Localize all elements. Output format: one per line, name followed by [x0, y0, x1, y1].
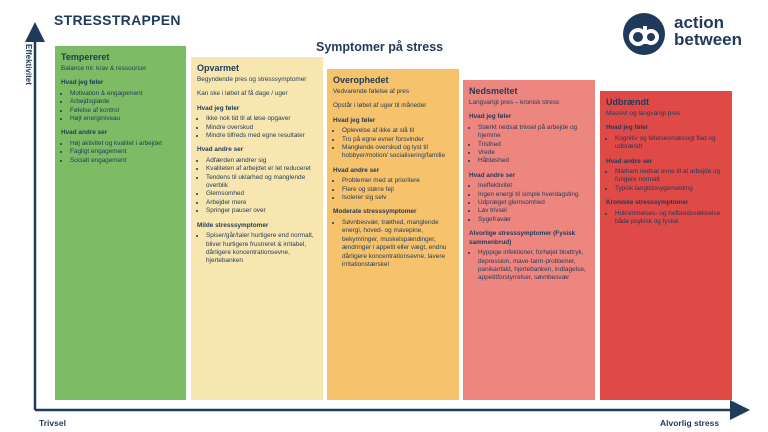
- symptom-item: • Motivation & engagement: [70, 90, 180, 98]
- section-heading: Alvorlige stresssymptomer (Fysisk sammenbrud): [469, 230, 576, 246]
- symptom-item: • Flere og større fejl: [342, 186, 453, 194]
- stage-description: Langvarigt pres – kronisk stress: [469, 99, 560, 106]
- symptom-item: • Ineffektivitet: [478, 182, 589, 190]
- section-heading: Hvad jeg føler: [469, 113, 512, 121]
- symptom-item: • Stærkt nedsat trivsel på arbejde og hjemme: [478, 124, 589, 141]
- symptom-item: • Socialt engagement: [70, 157, 180, 165]
- symptom-item: • Springer pauser over: [206, 207, 317, 215]
- section-heading: Moderate stresssymptomer: [333, 208, 417, 216]
- stage-title: Nedsmeltet: [469, 86, 518, 96]
- symptom-list: [61, 140, 180, 165]
- stage-opvarmet: [191, 57, 323, 400]
- symptom-list: [333, 127, 453, 161]
- section-heading: Kroniske stresssymptomer: [606, 199, 689, 207]
- symptom-item: • Glemsomhed: [206, 190, 317, 198]
- section-heading: Hvad andre ser: [61, 129, 108, 137]
- symptom-item: • Tristhed: [478, 141, 589, 149]
- symptom-item: • Håbløshed: [478, 157, 589, 165]
- symptom-item: • Høj aktivitet og kvalitet i arbejdet: [70, 140, 180, 148]
- symptom-item: • Spiser/går/taler hurtigere end normalt, bliver hurtigere frustreret & irritabel, dårligere koncentrationsevne, hjertebanken: [206, 232, 317, 266]
- symptom-item: • Oplevelse af ikke at slå til: [342, 127, 453, 135]
- stage-tempereret: [55, 46, 186, 400]
- stage-description: Balance ml. krav & ressourcer: [61, 65, 147, 72]
- symptom-item: • Vrede: [478, 149, 589, 157]
- symptom-item: • Tendens til uklarhed og manglende overblik: [206, 174, 317, 191]
- section-heading: Hvad andre ser: [333, 166, 380, 174]
- stage-title: Tempereret: [61, 52, 110, 62]
- symptom-list: [469, 182, 589, 224]
- symptom-item: • Følelse af kontrol: [70, 107, 180, 115]
- stage-overophedet: [327, 69, 459, 400]
- stage-title: Overophedet: [333, 75, 389, 85]
- symptom-item: • Mindre overskud: [206, 124, 317, 132]
- stage-title: Udbrændt: [606, 97, 649, 107]
- symptom-item: • Hukommelses- og hefbredsvækkelse både psykisk og fysisk: [615, 210, 726, 227]
- symptom-item: • Kognitiv og følelsesmæssigt flad og udbrændt: [615, 135, 726, 152]
- symptom-item: • Arbejdsglæde: [70, 98, 180, 106]
- symptom-list: [333, 177, 453, 202]
- stage-description: Opstår i løbet af uger til måneder: [333, 102, 427, 110]
- symptom-list: [333, 219, 453, 269]
- diagram-subtitle: Symptomer på stress: [316, 40, 444, 54]
- section-heading: Hvad jeg føler: [197, 104, 240, 112]
- symptom-item: • Manglende overskud og lyst til hobbyer/motion/ socialisering/familie: [342, 144, 453, 161]
- symptom-item: • Ikke nok tid til at løse opgaver: [206, 115, 317, 123]
- page-title: STRESSTRAPPEN: [54, 12, 181, 28]
- symptom-item: • Udpræget glemsomhed: [478, 199, 589, 207]
- symptom-item: • Arbejder mere: [206, 199, 317, 207]
- symptom-list: [469, 249, 589, 283]
- stage-udbraendt: [600, 91, 732, 400]
- symptom-list: [61, 90, 180, 124]
- section-heading: Hvad jeg føler: [61, 79, 104, 87]
- logo-line-1: action: [674, 13, 725, 32]
- symptom-list: [197, 115, 317, 140]
- section-heading: Hvad andre ser: [469, 171, 516, 179]
- symptom-item: • Kvaliteten af arbejdet er let reduceret: [206, 165, 317, 173]
- symptom-item: • Markant nedsat evne til at arbejde og fungere normalt: [615, 168, 726, 185]
- symptom-item: • Fagligt engagement: [70, 148, 180, 156]
- x-axis-label-right: Alvorlig stress: [660, 418, 720, 428]
- symptom-item: • Tro på egne evner forsvinder: [342, 136, 453, 144]
- symptom-list: [606, 135, 726, 152]
- symptom-item: • Lav trivsel: [478, 207, 589, 215]
- stage-nedsmeltet: [463, 80, 595, 400]
- symptom-item: • Adfærden ændrer sig: [206, 157, 317, 165]
- symptom-list: [469, 124, 589, 166]
- y-axis-label: Effektivitet: [24, 44, 33, 85]
- symptom-item: • Søvnbesvær, træthed, manglende energi, hoved- og mavepine, bekymringer, muskelspændinger, ændringer i appetit eller vægt, endnu dårligere koncentrationsevne, lavere irritationstærskel: [342, 219, 453, 269]
- stage-description: Kan ske i løbet af få dage / uger: [197, 90, 288, 98]
- symptom-list: [606, 168, 726, 193]
- symptom-list: [197, 157, 317, 216]
- symptom-item: • Ingen energi til simple hverdagsting: [478, 191, 589, 199]
- stage-description: Begyndende pres og stresssymptomer: [197, 76, 307, 83]
- section-heading: Hvad andre ser: [197, 146, 244, 154]
- symptom-item: • Hyppige infektioner, forhøjet blodtryk, depression, mave-tarm-problemer, panikanfald, hjertebanken, indtagelse, appetitforstyrrelser, søvnbesvær: [478, 249, 589, 283]
- symptom-list: [606, 210, 726, 227]
- stage-title: Opvarmet: [197, 63, 240, 73]
- symptom-list: [197, 232, 317, 266]
- section-heading: Hvad andre ser: [606, 157, 653, 165]
- symptom-item: • Problemer med at prioritere: [342, 177, 453, 185]
- symptom-item: • Højt energiniveau: [70, 115, 180, 123]
- section-heading: Hvad jeg føler: [606, 124, 649, 132]
- section-heading: Milde stresssymptomer: [197, 221, 269, 229]
- x-axis-label-left: Trivsel: [39, 418, 66, 428]
- stage-description: Massivt og langvarigt pres: [606, 110, 681, 117]
- symptom-item: • Sygefravær: [478, 216, 589, 224]
- logo-line-2: between: [674, 30, 743, 49]
- symptom-item: • Mindre tilfreds med egne resultater: [206, 132, 317, 140]
- stage-description: Vedvarende følelse af pres: [333, 88, 410, 95]
- section-heading: Hvad jeg føler: [333, 116, 376, 124]
- symptom-item: • Typisk langtidssygemelding: [615, 185, 726, 193]
- symptom-item: • Isolerer sig selv: [342, 194, 453, 202]
